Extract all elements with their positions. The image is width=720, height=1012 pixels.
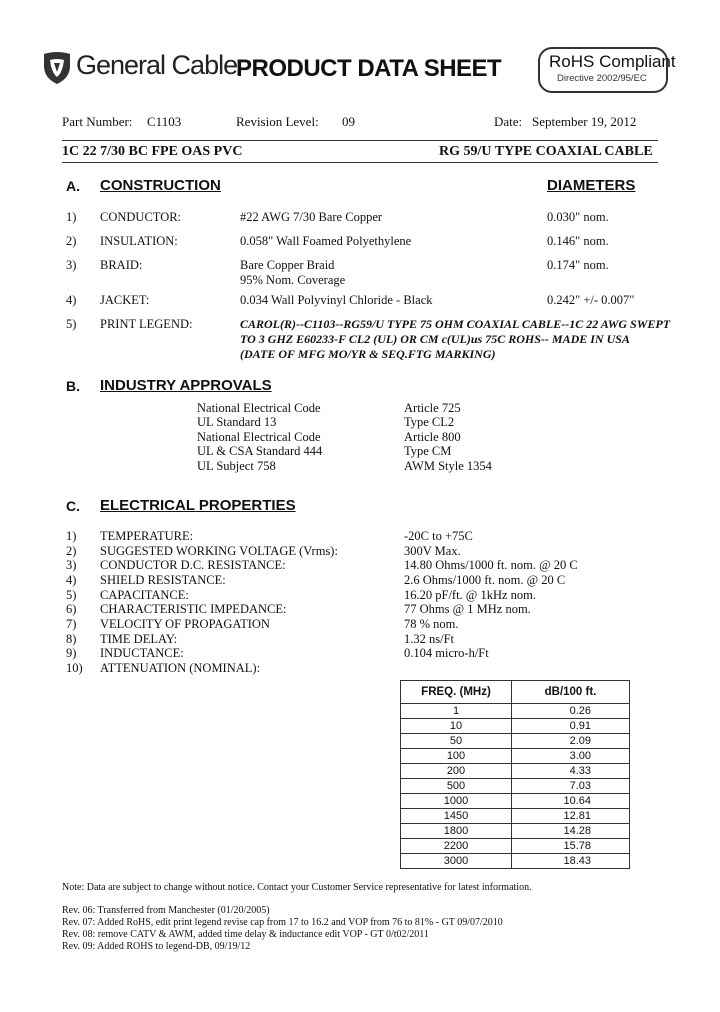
freq-cell: 1450: [401, 809, 512, 824]
table-header-row: [401, 681, 630, 704]
freq-cell: 1: [401, 704, 512, 719]
table-row: [401, 779, 630, 794]
item-label: ATTENUATION (NOMINAL):: [100, 661, 261, 675]
table-row: [401, 839, 630, 854]
item-label: SHIELD RESISTANCE:: [100, 573, 226, 587]
approval-name: UL Subject 758: [197, 459, 276, 473]
table-row: [401, 809, 630, 824]
freq-column-header: FREQ. (MHz): [401, 681, 512, 704]
general-cable-logo-icon: [42, 50, 72, 86]
revision-note: Rev. 06: Transferred from Manchester (01/20/2005): [62, 905, 270, 916]
freq-cell: 3000: [401, 854, 512, 869]
db-cell: 10.64: [512, 794, 630, 809]
item-number: 2): [66, 544, 77, 558]
item-label: PRINT LEGEND:: [100, 317, 193, 331]
item-number: 5): [66, 588, 77, 602]
approval-value: Article 725: [404, 401, 461, 415]
item-number: 4): [66, 293, 77, 307]
db-cell: 3.00: [512, 749, 630, 764]
table-row: [401, 719, 630, 734]
item-value-line2: 95% Nom. Coverage: [240, 273, 346, 287]
revision-note: Rev. 08: remove CATV & AWM, added time delay & inductance edit VOP - GT 0/t02/2011: [62, 929, 429, 940]
item-number: 1): [66, 210, 77, 224]
rohs-sub: Directive 2002/95/EC: [557, 73, 647, 84]
item-value: 2.6 Ohms/1000 ft. nom. @ 20 C: [404, 573, 566, 587]
divider-bottom: [62, 162, 658, 163]
item-value: 14.80 Ohms/1000 ft. nom. @ 20 C: [404, 558, 578, 572]
item-label: INDUCTANCE:: [100, 646, 184, 660]
freq-cell: 1000: [401, 794, 512, 809]
freq-cell: 50: [401, 734, 512, 749]
disclaimer-note: Note: Data are subject to change without notice. Contact your Customer Service representative for latest information.: [62, 882, 532, 893]
part-number-label: Part Number:: [62, 114, 133, 129]
item-label: CONDUCTOR:: [100, 210, 182, 224]
item-number: 1): [66, 529, 77, 543]
item-value: -20C to +75C: [404, 529, 473, 543]
approval-name: National Electrical Code: [197, 430, 321, 444]
item-value: 77 Ohms @ 1 MHz nom.: [404, 602, 531, 616]
db-cell: 15.78: [512, 839, 630, 854]
item-label: BRAID:: [100, 258, 143, 272]
table-row: [401, 764, 630, 779]
item-diameter: 0.174" nom.: [547, 258, 609, 272]
item-label: JACKET:: [100, 293, 150, 307]
section-a-title: CONSTRUCTION: [100, 177, 221, 194]
legend-line: CAROL(R)--C1103--RG59/U TYPE 75 OHM COAXIAL CABLE--1C 22 AWG SWEPT: [240, 317, 671, 331]
rohs-main: RoHS Compliant: [549, 52, 676, 71]
freq-cell: 10: [401, 719, 512, 734]
part-number-value: C1103: [147, 114, 182, 129]
freq-cell: 2200: [401, 839, 512, 854]
item-value: 300V Max.: [404, 544, 461, 558]
item-number: 4): [66, 573, 77, 587]
section-c-letter: C.: [66, 498, 80, 514]
item-label: CAPACITANCE:: [100, 588, 189, 602]
item-diameter: 0.146" nom.: [547, 234, 609, 248]
section-a-letter: A.: [66, 178, 80, 194]
date-label: Date:: [494, 114, 523, 129]
section-b-letter: B.: [66, 378, 80, 394]
db-cell: 4.33: [512, 764, 630, 779]
revision-value: 09: [342, 114, 355, 129]
table-row: [401, 824, 630, 839]
section-c-title: ELECTRICAL PROPERTIES: [100, 497, 296, 514]
db-column-header: dB/100 ft.: [512, 681, 630, 704]
approval-value: AWM Style 1354: [404, 459, 492, 473]
item-number: 9): [66, 646, 77, 660]
db-cell: 18.43: [512, 854, 630, 869]
attenuation-table: [400, 680, 630, 869]
item-label: VELOCITY OF PROPAGATION: [100, 617, 270, 631]
item-number: 3): [66, 558, 77, 572]
brand-name: General Cable: [76, 50, 238, 80]
item-number: 7): [66, 617, 77, 631]
table-row: [401, 749, 630, 764]
item-diameter: 0.030" nom.: [547, 210, 609, 224]
item-number: 6): [66, 602, 77, 616]
product-code: 1C 22 7/30 BC FPE OAS PVC: [62, 144, 243, 159]
freq-cell: 1800: [401, 824, 512, 839]
legend-line: TO 3 GHZ E60233-F CL2 (UL) OR CM c(UL)us 75C ROHS-- MADE IN USA: [240, 332, 630, 346]
item-value: #22 AWG 7/30 Bare Copper: [240, 210, 383, 224]
item-value: 78 % nom.: [404, 617, 459, 631]
item-number: 5): [66, 317, 77, 331]
item-number: 10): [66, 661, 83, 675]
revision-label: Revision Level:: [236, 114, 319, 129]
item-value: 0.104 micro-h/Ft: [404, 646, 489, 660]
divider-top: [62, 140, 658, 141]
item-label: SUGGESTED WORKING VOLTAGE (Vrms):: [100, 544, 338, 558]
db-cell: 2.09: [512, 734, 630, 749]
approval-name: National Electrical Code: [197, 401, 321, 415]
item-value: Bare Copper Braid: [240, 258, 335, 272]
item-value: 16.20 pF/ft. @ 1kHz nom.: [404, 588, 536, 602]
item-label: CHARACTERISTIC IMPEDANCE:: [100, 602, 287, 616]
page-title: PRODUCT DATA SHEET: [236, 55, 502, 82]
freq-cell: 500: [401, 779, 512, 794]
revision-note: Rev. 09: Added ROHS to legend-DB, 09/19/12: [62, 941, 251, 952]
item-label: INSULATION:: [100, 234, 178, 248]
table-row: [401, 734, 630, 749]
revision-note: Rev. 07: Added RoHS, edit print legend revise cap from 17 to 16.2 and VOP from 76 to 81% - GT 09/07/2010: [62, 917, 503, 928]
db-cell: 12.81: [512, 809, 630, 824]
item-label: CONDUCTOR D.C. RESISTANCE:: [100, 558, 286, 572]
item-value: 0.058" Wall Foamed Polyethylene: [240, 234, 412, 248]
db-cell: 0.91: [512, 719, 630, 734]
db-cell: 0.26: [512, 704, 630, 719]
item-number: 2): [66, 234, 77, 248]
item-number: 8): [66, 632, 77, 646]
section-b-title: INDUSTRY APPROVALS: [100, 377, 272, 394]
item-value: 0.034 Wall Polyvinyl Chloride - Black: [240, 293, 433, 307]
item-number: 3): [66, 258, 77, 272]
approval-value: Type CL2: [404, 415, 455, 429]
approval-value: Article 800: [404, 430, 461, 444]
item-label: TIME DELAY:: [100, 632, 178, 646]
db-cell: 14.28: [512, 824, 630, 839]
approval-value: Type CM: [404, 444, 452, 458]
table-row: [401, 854, 630, 869]
freq-cell: 200: [401, 764, 512, 779]
table-row: [401, 704, 630, 719]
diameters-title: DIAMETERS: [547, 177, 636, 194]
date-value: September 19, 2012: [532, 114, 637, 129]
table-row: [401, 794, 630, 809]
item-value: 1.32 ns/Ft: [404, 632, 455, 646]
approval-name: UL & CSA Standard 444: [197, 444, 323, 458]
legend-line: (DATE OF MFG MO/YR & SEQ.FTG MARKING): [240, 347, 496, 361]
approval-name: UL Standard 13: [197, 415, 277, 429]
product-type: RG 59/U TYPE COAXIAL CABLE: [439, 144, 653, 159]
item-label: TEMPERATURE:: [100, 529, 194, 543]
item-diameter: 0.242" +/- 0.007": [547, 293, 635, 307]
freq-cell: 100: [401, 749, 512, 764]
db-cell: 7.03: [512, 779, 630, 794]
